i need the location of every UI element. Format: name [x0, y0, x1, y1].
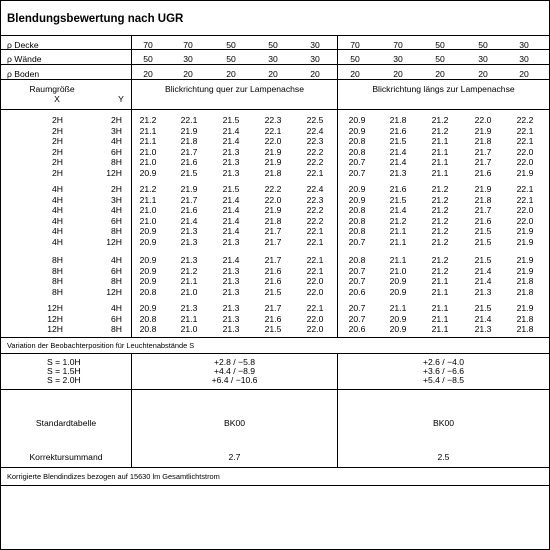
standard-table-label: Standardtabelle — [35, 418, 97, 428]
reflectance-value: 20 — [519, 69, 529, 79]
ugr-cross-value: 21.3 — [222, 286, 240, 297]
ugr-along-value: 21.1 — [389, 237, 407, 247]
ugr-along-value: 21.6 — [474, 168, 492, 178]
ugr-along-value: 20.7 — [348, 157, 366, 168]
room-y: 6H — [111, 313, 122, 324]
ugr-cross-value: 21.9 — [264, 146, 282, 157]
ugr-cross-value: 21.6 — [180, 205, 198, 216]
ugr-along-value: 21.4 — [474, 313, 492, 324]
reflectance-value: 30 — [310, 40, 320, 50]
ugr-along-value: 21.5 — [474, 237, 492, 247]
room-x: 4H — [52, 194, 63, 205]
ugr-along-value: 21.6 — [389, 184, 407, 194]
ugr-cross-value: 21.3 — [222, 303, 240, 313]
ugr-along-value: 21.5 — [474, 255, 492, 265]
ugr-along-value: 20.8 — [348, 255, 366, 265]
ugr-cross-value: 22.4 — [306, 184, 324, 194]
ugr-cross-value: 21.3 — [180, 303, 198, 313]
rule-8 — [1, 467, 549, 468]
ugr-along-value: 21.1 — [389, 255, 407, 265]
reflectance-value: 50 — [435, 54, 445, 64]
ugr-cross-value: 20.8 — [139, 286, 157, 297]
ugr-cross-value: 21.0 — [139, 146, 157, 157]
along-header: Blickrichtung längs zur Lampenachse — [372, 84, 515, 94]
ugr-cross-value: 20.9 — [139, 237, 157, 247]
variation-spacing-label: S = 1.5H — [47, 366, 81, 376]
ugr-along-value: 21.8 — [516, 313, 534, 324]
room-x: 8H — [52, 255, 63, 265]
ugr-cross-value: 21.9 — [180, 184, 198, 194]
reflectance-value: 70 — [393, 40, 403, 50]
ugr-along-value: 21.8 — [516, 324, 534, 335]
ugr-cross-value: 20.8 — [139, 313, 157, 324]
room-x: 2H — [52, 157, 63, 168]
room-y: 8H — [111, 157, 122, 168]
ugr-cross-value: 21.7 — [180, 146, 198, 157]
ugr-cross-value: 22.2 — [264, 184, 282, 194]
ugr-along-value: 21.4 — [474, 276, 492, 287]
ugr-along-value: 20.8 — [348, 226, 366, 237]
ugr-cross-value: 22.2 — [306, 146, 324, 157]
room-x: 12H — [47, 324, 63, 335]
ugr-cross-value: 21.6 — [264, 313, 282, 324]
ugr-cross-value: 22.3 — [264, 115, 282, 125]
ugr-along-value: 21.2 — [431, 255, 449, 265]
ugr-along-value: 22.1 — [516, 125, 534, 136]
ugr-along-value: 20.6 — [348, 324, 366, 335]
ugr-cross-value: 22.1 — [306, 303, 324, 313]
ugr-cross-value: 22.1 — [306, 255, 324, 265]
ugr-along-value: 21.2 — [431, 265, 449, 276]
ugr-along-value: 20.7 — [348, 303, 366, 313]
ugr-along-value: 21.1 — [389, 226, 407, 237]
ugr-along-value: 20.8 — [348, 146, 366, 157]
ugr-along-value: 21.2 — [389, 215, 407, 226]
reflectance-value: 20 — [226, 69, 236, 79]
ugr-along-value: 22.0 — [516, 215, 534, 226]
reflectance-value: 30 — [268, 54, 278, 64]
room-y: 6H — [111, 215, 122, 226]
ugr-cross-value: 22.1 — [306, 237, 324, 247]
ugr-cross-value: 21.3 — [180, 237, 198, 247]
ugr-along-value: 21.8 — [389, 115, 407, 125]
reflectance-value: 50 — [226, 40, 236, 50]
ugr-along-value: 21.8 — [516, 276, 534, 287]
ugr-along-value: 21.3 — [474, 324, 492, 335]
ugr-cross-value: 21.0 — [139, 157, 157, 168]
room-x: 12H — [47, 303, 63, 313]
ugr-cross-value: 21.1 — [180, 313, 198, 324]
reflectance-value: 20 — [143, 69, 153, 79]
ugr-cross-value: 21.3 — [222, 146, 240, 157]
reflectance-value: 30 — [393, 54, 403, 64]
room-y: 12H — [106, 286, 122, 297]
ugr-along-value: 21.3 — [389, 168, 407, 178]
ugr-along-value: 21.8 — [516, 286, 534, 297]
correction-cross: 2.7 — [228, 452, 241, 462]
ugr-along-value: 21.9 — [474, 184, 492, 194]
ugr-cross-value: 21.1 — [139, 125, 157, 136]
room-y: 6H — [111, 265, 122, 276]
variation-cross-value: +2.8 / −5.8 — [213, 357, 256, 367]
rule-5 — [1, 337, 549, 338]
room-x: 12H — [47, 313, 63, 324]
ugr-cross-value: 21.4 — [222, 215, 240, 226]
correction-label: Korrektursummand — [29, 452, 103, 462]
ugr-along-value: 21.1 — [431, 157, 449, 168]
ugr-cross-value: 21.4 — [222, 125, 240, 136]
ugr-cross-value: 21.7 — [180, 194, 198, 205]
ugr-cross-value: 21.4 — [222, 205, 240, 216]
reflectance-value: 50 — [478, 40, 488, 50]
ugr-cross-value: 20.9 — [139, 168, 157, 178]
ugr-along-value: 21.2 — [431, 184, 449, 194]
room-y: 4H — [111, 255, 122, 265]
room-size-label: Raumgröße — [29, 84, 75, 94]
ugr-cross-value: 21.3 — [180, 255, 198, 265]
ugr-cross-value: 21.3 — [222, 313, 240, 324]
ugr-cross-value: 20.8 — [139, 324, 157, 335]
ugr-cross-value: 22.5 — [306, 115, 324, 125]
reflectance-value: 30 — [519, 40, 529, 50]
ugr-along-value: 20.8 — [348, 205, 366, 216]
ugr-along-value: 20.7 — [348, 237, 366, 247]
ugr-along-value: 21.1 — [431, 286, 449, 297]
ugr-along-value: 21.9 — [516, 237, 534, 247]
rule-6 — [1, 353, 549, 354]
room-x: 4H — [52, 237, 63, 247]
ugr-along-value: 21.1 — [431, 146, 449, 157]
ugr-along-value: 21.0 — [389, 265, 407, 276]
variation-spacing-label: S = 1.0H — [47, 357, 81, 367]
room-x: 4H — [52, 215, 63, 226]
room-y: 8H — [111, 324, 122, 335]
ugr-cross-value: 20.9 — [139, 276, 157, 287]
rule-9 — [1, 485, 549, 486]
room-x: 2H — [52, 115, 63, 125]
ugr-cross-value: 22.4 — [306, 125, 324, 136]
room-x: 8H — [52, 276, 63, 287]
variation-cross-value: +4.4 / −8.9 — [213, 366, 256, 376]
ugr-cross-value: 21.6 — [180, 157, 198, 168]
reflectance-value: 20 — [350, 69, 360, 79]
ugr-cross-value: 21.3 — [222, 276, 240, 287]
ugr-cross-value: 21.8 — [264, 215, 282, 226]
reflectance-value: 30 — [478, 54, 488, 64]
ugr-along-value: 22.0 — [474, 115, 492, 125]
ugr-cross-value: 22.0 — [306, 324, 324, 335]
ugr-cross-value: 21.4 — [222, 255, 240, 265]
reflectance-value: 20 — [183, 69, 193, 79]
ugr-along-value: 21.9 — [516, 265, 534, 276]
ugr-cross-value: 22.0 — [264, 194, 282, 205]
ugr-along-value: 21.2 — [431, 215, 449, 226]
ugr-cross-value: 21.0 — [180, 286, 198, 297]
reflectance-value: 50 — [435, 40, 445, 50]
reflectance-label: ρ Wände — [7, 54, 42, 64]
ugr-along-value: 21.4 — [389, 205, 407, 216]
ugr-cross-value: 20.9 — [139, 303, 157, 313]
ugr-along-value: 21.1 — [431, 168, 449, 178]
ugr-cross-value: 22.3 — [306, 136, 324, 147]
ugr-along-value: 21.6 — [474, 215, 492, 226]
ugr-cross-value: 21.5 — [264, 286, 282, 297]
ugr-along-value: 20.7 — [348, 168, 366, 178]
ugr-cross-value: 21.2 — [180, 265, 198, 276]
ugr-cross-value: 21.1 — [180, 276, 198, 287]
reflectance-value: 30 — [183, 54, 193, 64]
ugr-cross-value: 21.9 — [264, 157, 282, 168]
variation-cross-value: +6.4 / −10.6 — [211, 375, 258, 385]
ugr-along-value: 22.0 — [516, 205, 534, 216]
ugr-along-value: 20.6 — [348, 286, 366, 297]
ugr-along-value: 21.3 — [474, 286, 492, 297]
ugr-along-value: 21.2 — [431, 226, 449, 237]
ugr-cross-value: 22.2 — [306, 157, 324, 168]
ugr-cross-value: 21.9 — [264, 205, 282, 216]
rule-7 — [1, 389, 549, 390]
room-y: 4H — [111, 205, 122, 216]
room-y: 4H — [111, 303, 122, 313]
ugr-along-value: 20.9 — [389, 276, 407, 287]
ugr-along-value: 21.1 — [389, 303, 407, 313]
ugr-cross-value: 21.4 — [222, 226, 240, 237]
ugr-along-value: 22.2 — [516, 115, 534, 125]
standard-table-along: BK00 — [432, 418, 455, 428]
rule-2 — [1, 64, 549, 65]
ugr-cross-value: 21.7 — [264, 303, 282, 313]
ugr-along-value: 21.1 — [431, 324, 449, 335]
room-y: 2H — [111, 115, 122, 125]
ugr-cross-value: 20.9 — [139, 265, 157, 276]
room-x: 8H — [52, 265, 63, 276]
ugr-along-value: 21.8 — [474, 194, 492, 205]
ugr-along-value: 21.2 — [431, 194, 449, 205]
ugr-along-value: 21.5 — [389, 194, 407, 205]
ugr-along-value: 20.7 — [348, 313, 366, 324]
ugr-cross-value: 22.0 — [306, 276, 324, 287]
ugr-cross-value: 21.7 — [264, 226, 282, 237]
ugr-along-value: 21.1 — [431, 276, 449, 287]
ugr-cross-value: 21.3 — [222, 265, 240, 276]
ugr-along-value: 21.2 — [431, 115, 449, 125]
reflectance-value: 50 — [143, 54, 153, 64]
ugr-along-value: 20.7 — [348, 265, 366, 276]
ugr-along-value: 21.2 — [431, 237, 449, 247]
ugr-along-value: 21.5 — [474, 226, 492, 237]
ugr-along-value: 21.1 — [431, 303, 449, 313]
ugr-along-value: 21.9 — [516, 303, 534, 313]
ugr-along-value: 21.1 — [431, 313, 449, 324]
ugr-along-value: 21.5 — [389, 136, 407, 147]
reflectance-label: ρ Decke — [7, 40, 39, 50]
variation-along-value: +5.4 / −8.5 — [422, 375, 465, 385]
ugr-cross-value: 21.2 — [139, 184, 157, 194]
ugr-cross-value: 21.1 — [139, 136, 157, 147]
room-y: 2H — [111, 184, 122, 194]
ugr-along-value: 20.8 — [348, 215, 366, 226]
ugr-cross-value: 21.7 — [264, 255, 282, 265]
ugr-cross-value: 21.5 — [264, 324, 282, 335]
ugr-cross-value: 22.1 — [264, 125, 282, 136]
ugr-cross-value: 22.0 — [306, 286, 324, 297]
ugr-cross-value: 21.4 — [222, 136, 240, 147]
ugr-cross-value: 22.0 — [264, 136, 282, 147]
ugr-cross-value: 21.5 — [180, 168, 198, 178]
rule-4 — [1, 109, 549, 110]
ugr-cross-value: 21.4 — [180, 215, 198, 226]
ugr-cross-value: 21.4 — [222, 194, 240, 205]
reflectance-value: 20 — [478, 69, 488, 79]
ugr-along-value: 21.6 — [389, 125, 407, 136]
ugr-along-value: 20.9 — [389, 324, 407, 335]
reflectance-value: 50 — [350, 54, 360, 64]
footer-note: Korrigierte Blendindizes bezogen auf 15630 lm Gesamtlichtstrom — [7, 472, 220, 481]
variation-spacing-label: S = 2.0H — [47, 375, 81, 385]
ugr-along-value: 21.4 — [389, 157, 407, 168]
room-x: 2H — [52, 125, 63, 136]
ugr-along-value: 20.8 — [348, 136, 366, 147]
ugr-cross-value: 20.9 — [139, 226, 157, 237]
room-y: 3H — [111, 194, 122, 205]
room-x: 4H — [52, 205, 63, 216]
ugr-cross-value: 22.0 — [306, 313, 324, 324]
ugr-cross-value: 22.1 — [306, 265, 324, 276]
room-y: 3H — [111, 125, 122, 136]
ugr-cross-value: 21.9 — [180, 125, 198, 136]
reflectance-label: ρ Boden — [7, 69, 40, 79]
reflectance-value: 30 — [519, 54, 529, 64]
page-title: Blendungsbewertung nach UGR — [7, 13, 184, 25]
ugr-cross-value: 22.1 — [306, 226, 324, 237]
ugr-along-value: 22.0 — [516, 146, 534, 157]
reflectance-value: 70 — [143, 40, 153, 50]
ugr-along-value: 20.9 — [348, 115, 366, 125]
reflectance-value: 20 — [435, 69, 445, 79]
ugr-cross-value: 22.1 — [306, 168, 324, 178]
reflectance-value: 20 — [268, 69, 278, 79]
ugr-along-value: 21.7 — [474, 146, 492, 157]
ugr-along-value: 22.1 — [516, 184, 534, 194]
ugr-cross-value: 21.3 — [222, 168, 240, 178]
ugr-along-value: 21.8 — [474, 136, 492, 147]
ugr-along-value: 21.5 — [474, 303, 492, 313]
room-y: 8H — [111, 226, 122, 237]
x-label: X — [54, 94, 60, 104]
ugr-cross-value: 21.0 — [139, 205, 157, 216]
room-y: 12H — [106, 237, 122, 247]
ugr-along-value: 20.9 — [389, 286, 407, 297]
reflectance-value: 50 — [226, 54, 236, 64]
room-x: 2H — [52, 168, 63, 178]
ugr-along-value: 21.2 — [431, 205, 449, 216]
ugr-along-value: 21.1 — [431, 136, 449, 147]
ugr-along-value: 22.1 — [516, 136, 534, 147]
ugr-cross-value: 21.5 — [222, 115, 240, 125]
ugr-along-value: 22.1 — [516, 194, 534, 205]
ugr-along-value: 21.9 — [516, 226, 534, 237]
ugr-cross-value: 21.3 — [222, 237, 240, 247]
reflectance-value: 70 — [350, 40, 360, 50]
ugr-cross-value: 21.3 — [222, 324, 240, 335]
ugr-cross-value: 21.2 — [139, 115, 157, 125]
room-y: 8H — [111, 276, 122, 287]
room-x: 2H — [52, 136, 63, 147]
rule-3 — [1, 79, 549, 80]
room-x: 8H — [52, 286, 63, 297]
ugr-along-value: 21.7 — [474, 157, 492, 168]
ugr-cross-value: 20.9 — [139, 255, 157, 265]
ugr-along-value: 21.2 — [431, 125, 449, 136]
reflectance-value: 30 — [310, 54, 320, 64]
ugr-cross-value: 21.8 — [264, 168, 282, 178]
ugr-cross-value: 21.6 — [264, 276, 282, 287]
ugr-along-value: 20.9 — [348, 125, 366, 136]
reflectance-value: 20 — [393, 69, 403, 79]
ugr-cross-value: 21.3 — [180, 226, 198, 237]
ugr-cross-value: 21.0 — [139, 215, 157, 226]
room-y: 6H — [111, 146, 122, 157]
cross-header: Blickrichtung quer zur Lampenachse — [164, 84, 304, 94]
ugr-along-value: 20.9 — [348, 184, 366, 194]
ugr-along-value: 20.7 — [348, 276, 366, 287]
ugr-cross-value: 21.6 — [264, 265, 282, 276]
ugr-along-value: 21.7 — [474, 205, 492, 216]
reflectance-value: 70 — [183, 40, 193, 50]
ugr-cross-value: 21.8 — [180, 136, 198, 147]
ugr-along-value: 21.4 — [389, 146, 407, 157]
room-y: 4H — [111, 136, 122, 147]
variation-along-value: +2.6 / −4.0 — [422, 357, 465, 367]
y-label: Y — [118, 94, 124, 104]
ugr-cross-value: 22.1 — [180, 115, 198, 125]
ugr-along-value: 22.0 — [516, 157, 534, 168]
reflectance-value: 20 — [310, 69, 320, 79]
ugr-along-value: 20.9 — [389, 313, 407, 324]
ugr-cross-value: 21.3 — [222, 157, 240, 168]
correction-along: 2.5 — [437, 452, 450, 462]
ugr-along-value: 20.9 — [348, 194, 366, 205]
variation-title: Variation der Beobachterposition für Leuchtenabstände S — [7, 341, 195, 350]
room-x: 4H — [52, 226, 63, 237]
reflectance-value: 50 — [268, 40, 278, 50]
ugr-cross-value: 22.2 — [306, 215, 324, 226]
room-y: 12H — [106, 168, 122, 178]
ugr-along-value: 21.9 — [516, 168, 534, 178]
ugr-along-value: 21.4 — [474, 265, 492, 276]
ugr-cross-value: 21.5 — [222, 184, 240, 194]
variation-along-value: +3.6 / −6.6 — [422, 366, 465, 376]
ugr-cross-value: 21.7 — [264, 237, 282, 247]
ugr-cross-value: 22.2 — [306, 205, 324, 216]
ugr-cross-value: 21.0 — [180, 324, 198, 335]
rule-0 — [1, 35, 549, 36]
room-x: 4H — [52, 184, 63, 194]
ugr-cross-value: 21.1 — [139, 194, 157, 205]
standard-table-cross: BK00 — [223, 418, 246, 428]
ugr-along-value: 21.9 — [516, 255, 534, 265]
ugr-cross-value: 22.3 — [306, 194, 324, 205]
room-x: 2H — [52, 146, 63, 157]
ugr-along-value: 21.9 — [474, 125, 492, 136]
